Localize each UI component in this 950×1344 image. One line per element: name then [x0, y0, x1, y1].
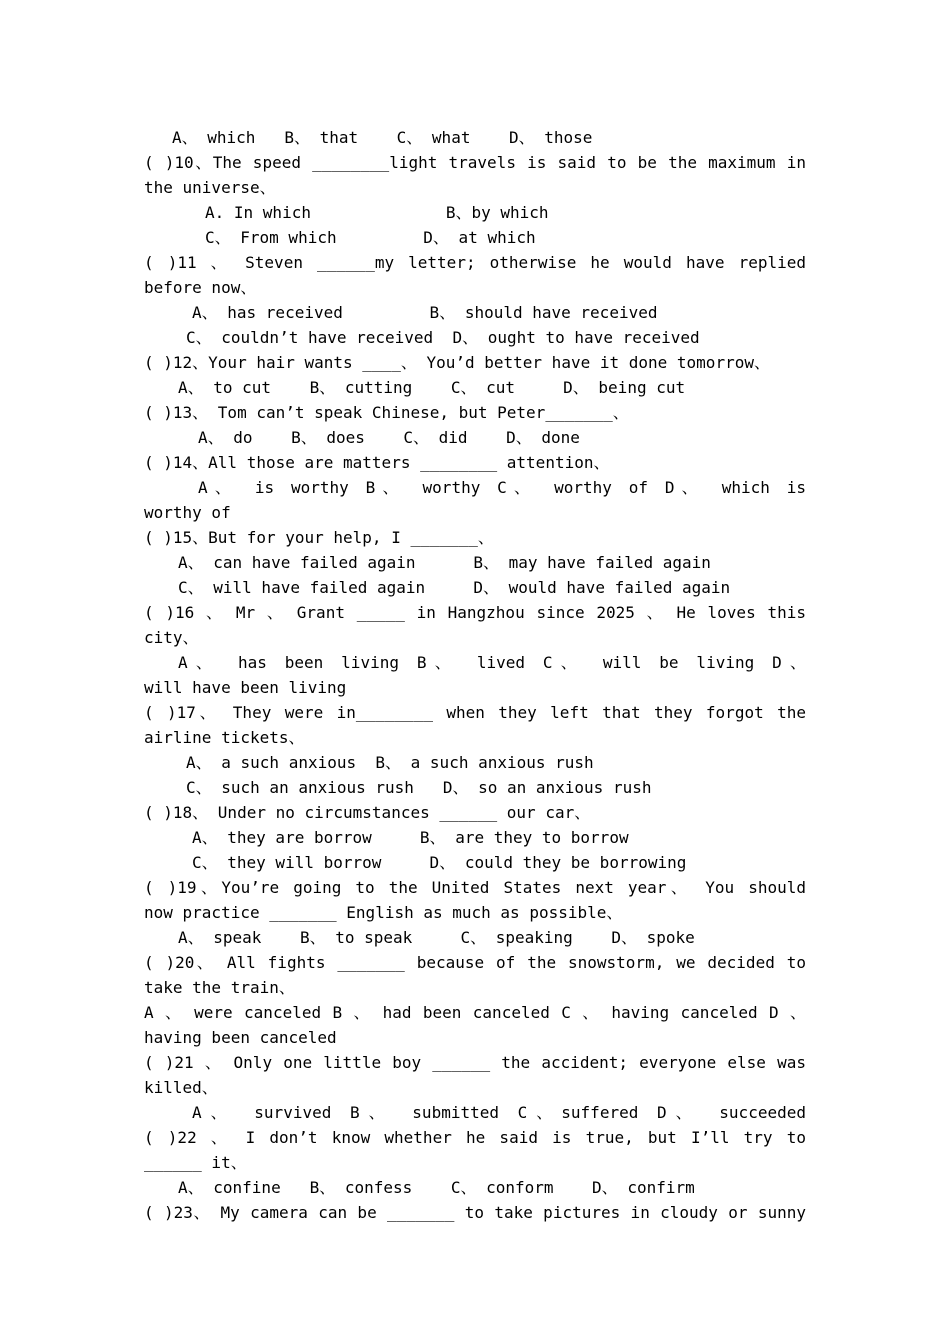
question-19: ( )19、You’re going to the United States next year、 You should: [144, 878, 806, 897]
question-text: take the train、: [144, 978, 295, 997]
question-text: now practice _______ English as much as possible、: [144, 903, 623, 922]
option-line: A、 they are borrow B、 are they to borrow: [192, 828, 629, 847]
option-line: C、 such an anxious rush D、 so an anxious rush: [186, 778, 652, 797]
question-text: the universe、: [144, 178, 276, 197]
question-16: ( )16 、 Mr 、 Grant _____ in Hangzhou since 2025 、 He loves this: [144, 603, 806, 622]
option-line: A、 has received B、 should have received: [192, 303, 658, 322]
option-line: A、 a such anxious B、 a such anxious rush: [186, 753, 594, 772]
option-line: C、 they will borrow D、 could they be borrowing: [192, 853, 687, 872]
option-line: A、 do B、 does C、 did D、 done: [198, 428, 580, 447]
question-text: ______ it、: [144, 1153, 247, 1172]
question-text: before now、: [144, 278, 257, 297]
option-line: A、 can have failed again B、 may have failed again: [178, 553, 711, 572]
option-line: A 、 were canceled B 、 had been canceled C 、 having canceled D 、: [144, 1003, 806, 1022]
option-line: A、 has been living B、 lived C、 will be living D、: [178, 653, 806, 672]
question-17: ( )17、 They were in________ when they left that they forgot the: [144, 703, 806, 722]
question-22: ( )22 、 I don’t know whether he said is true, but I’ll try to: [144, 1128, 806, 1147]
option-line: C、 will have failed again D、 would have failed again: [178, 578, 731, 597]
option-line: A、 is worthy B、 worthy C、 worthy of D、 which is: [198, 478, 806, 497]
question-text: airline tickets、: [144, 728, 305, 747]
option-line: A. In which B、by which: [205, 203, 549, 222]
question-18: ( )18、 Under no circumstances ______ our car、: [144, 803, 591, 822]
option-line: worthy of: [144, 503, 231, 522]
question-23: ( )23、 My camera can be _______ to take pictures in cloudy or sunny: [144, 1203, 806, 1222]
question-21: ( )21 、 Only one little boy ______ the accident; everyone else was: [144, 1053, 806, 1072]
question-11: ( )11 、 Steven ______my letter; otherwise he would have replied: [144, 253, 806, 272]
option-line: will have been living: [144, 678, 347, 697]
option-line: A、 to cut B、 cutting C、 cut D、 being cut: [178, 378, 686, 397]
question-text: city、: [144, 628, 199, 647]
option-line: A、 which B、 that C、 what D、 those: [172, 128, 593, 147]
option-line: A、 speak B、 to speak C、 speaking D、 spoke: [178, 928, 695, 947]
option-line: having been canceled: [144, 1028, 337, 1047]
option-line: A、 confine B、 confess C、 conform D、 confirm: [178, 1178, 695, 1197]
question-text: killed、: [144, 1078, 218, 1097]
question-13: ( )13、 Tom can’t speak Chinese, but Peter_______、: [144, 403, 629, 422]
question-10: ( )10、The speed ________light travels is said to be the maximum in: [144, 153, 806, 172]
option-line: C、 couldn’t have received D、 ought to have received: [186, 328, 700, 347]
option-line: A、 survived B、 submitted C、suffered D、 succeeded: [192, 1103, 806, 1122]
question-20: ( )20、 All fights _______ because of the snowstorm, we decided to: [144, 953, 806, 972]
question-14: ( )14、All those are matters ________ attention、: [144, 453, 610, 472]
question-12: ( )12、Your hair wants ____、 You’d better have it done tomorrow、: [144, 353, 770, 372]
option-line: C、 From which D、 at which: [205, 228, 536, 247]
question-15: ( )15、But for your help, I _______、: [144, 528, 494, 547]
